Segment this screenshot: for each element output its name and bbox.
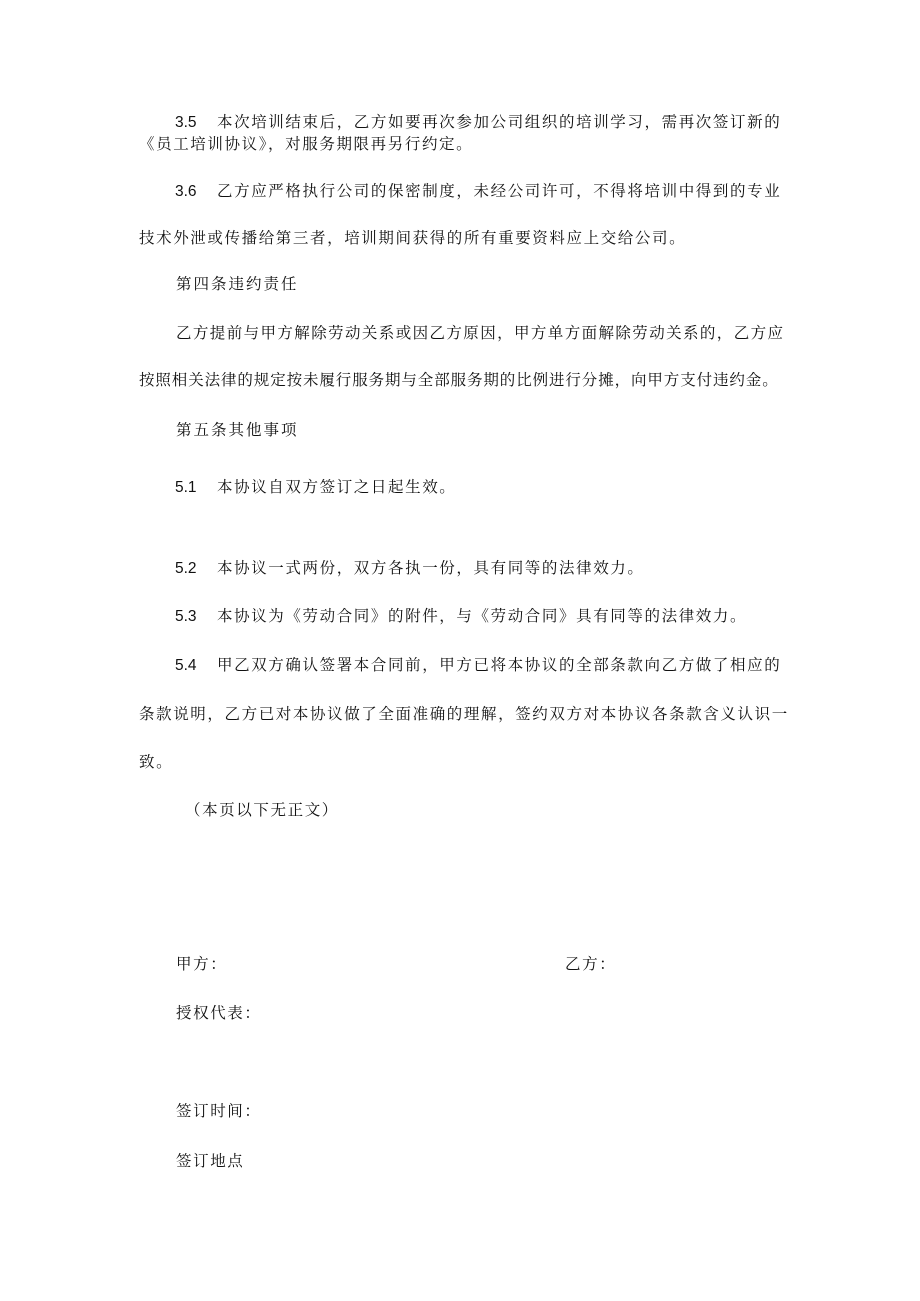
- no-further-text-note: （本页以下无正文）: [185, 801, 339, 819]
- authorized-representative-label: 授权代表：: [176, 1004, 262, 1022]
- article-5-heading: 第五条其他事项: [176, 421, 299, 439]
- clause-5-4-line-1: [175, 654, 781, 677]
- clause-number: 5.1: [175, 479, 197, 496]
- party-a-label: 甲方：: [176, 955, 228, 973]
- party-b-label: 乙方：: [565, 955, 617, 973]
- clause-number: 3.5: [175, 114, 197, 131]
- clause-text: 本协议自双方签订之日起生效。: [217, 478, 457, 496]
- clause-5-1: [175, 476, 456, 499]
- clause-text: 本协议为《劳动合同》的附件，与《劳动合同》具有同等的法律效力。: [217, 607, 748, 625]
- article-4-line-2: 按照相关法律的规定按未履行服务期与全部服务期的比例进行分摊，向甲方支付违约金。: [139, 371, 779, 389]
- clause-number: 5.3: [175, 608, 197, 625]
- clause-text: 乙方应严格执行公司的保密制度，未经公司许可，不得将培训中得到的专业: [217, 182, 782, 200]
- clause-number: 5.2: [175, 560, 197, 577]
- article-4-line-1: 乙方提前与甲方解除劳动关系或因乙方原因，甲方单方面解除劳动关系的，乙方应: [176, 324, 785, 342]
- clause-3-5-line-2: 《员工培训协议》，对服务期限再另行约定。: [139, 135, 474, 153]
- article-4-heading: 第四条违约责任: [176, 275, 299, 293]
- clause-number: 5.4: [175, 657, 197, 674]
- clause-5-3: [175, 605, 747, 628]
- clause-5-2: [175, 557, 645, 580]
- signing-time-label: 签订时间：: [176, 1102, 262, 1120]
- clause-5-4-line-2: 条款说明，乙方已对本协议做了全面准确的理解，签约双方对本协议各条款含义认识一: [139, 705, 789, 723]
- clause-text: 本协议一式两份，双方各执一份，具有同等的法律效力。: [217, 559, 645, 577]
- clause-5-4-line-3: 致。: [139, 753, 174, 771]
- clause-text: 甲乙双方确认签署本合同前，甲方已将本协议的全部条款向乙方做了相应的: [217, 656, 782, 674]
- clause-3-6-line-2: 技术外泄或传播给第三者，培训期间获得的所有重要资料应上交给公司。: [139, 229, 687, 247]
- clause-text: 本次培训结束后，乙方如要再次参加公司组织的培训学习，需再次签订新的: [217, 113, 782, 131]
- clause-3-5-line-1: [175, 111, 781, 134]
- signing-place-label: 签订地点: [176, 1152, 245, 1170]
- clause-number: 3.6: [175, 183, 197, 200]
- clause-3-6-line-1: [175, 180, 781, 203]
